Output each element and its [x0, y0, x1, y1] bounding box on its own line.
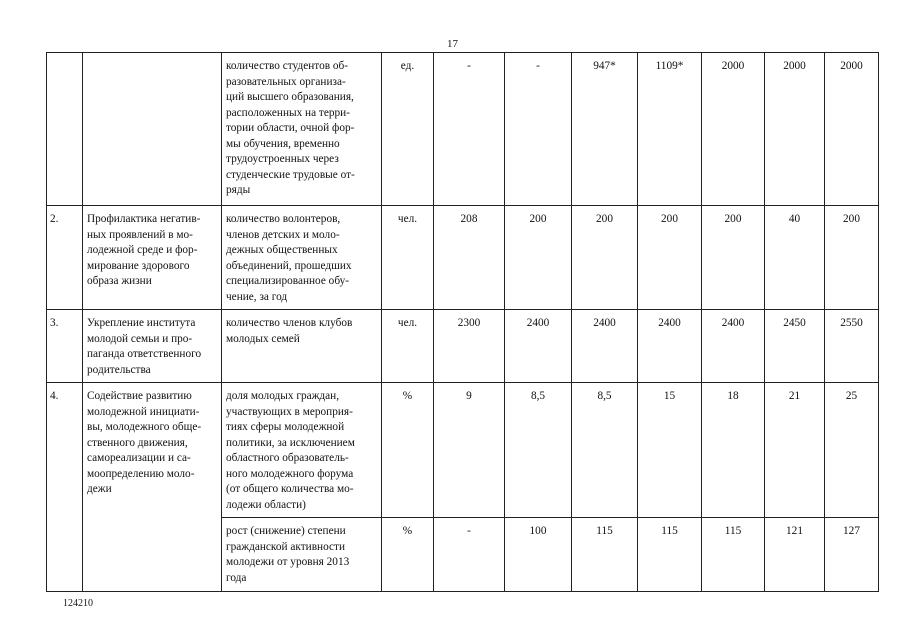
indicator-cell: количество волонтеров, членов детских и моло- дежных общественных объединений, прошедших специализированное обу- чение, за год	[222, 206, 382, 310]
value-cell: 200	[572, 206, 638, 310]
unit-cell: чел.	[382, 310, 434, 383]
value-cell: 1109*	[638, 53, 702, 206]
table-row	[47, 383, 879, 518]
indicator-cell: количество членов клубов молодых семей	[222, 310, 382, 383]
value-cell: 947*	[572, 53, 638, 206]
value-cell: 200	[505, 206, 572, 310]
value-cell: -	[434, 518, 505, 592]
activity-name-cell: Укрепление института молодой семьи и про- паганда ответственного родительства	[83, 310, 222, 383]
value-cell: 115	[638, 518, 702, 592]
value-cell: 200	[825, 206, 879, 310]
value-cell: -	[434, 53, 505, 206]
value-cell: 9	[434, 383, 505, 518]
value-cell: 8,5	[505, 383, 572, 518]
value-cell: 127	[825, 518, 879, 592]
unit-cell: ед.	[382, 53, 434, 206]
unit-cell: %	[382, 383, 434, 518]
value-cell: 8,5	[572, 383, 638, 518]
value-cell: 18	[702, 383, 765, 518]
unit-cell: чел.	[382, 206, 434, 310]
value-cell: 2550	[825, 310, 879, 383]
value-cell: 208	[434, 206, 505, 310]
value-cell: -	[505, 53, 572, 206]
value-cell: 2450	[765, 310, 825, 383]
value-cell: 40	[765, 206, 825, 310]
value-cell: 2000	[825, 53, 879, 206]
value-cell: 2000	[702, 53, 765, 206]
row-number-cell: 4.	[47, 383, 83, 592]
value-cell: 100	[505, 518, 572, 592]
value-cell: 200	[702, 206, 765, 310]
activity-name-cell: Содействие развитию молодежной инициати- вы, молодежного обще- ственного движения, самореализации и са- моопределению моло- дежи	[83, 383, 222, 592]
value-cell: 2300	[434, 310, 505, 383]
row-number-cell	[47, 53, 83, 206]
value-cell: 115	[572, 518, 638, 592]
document-code: 124210	[63, 598, 93, 609]
value-cell: 21	[765, 383, 825, 518]
value-cell: 200	[638, 206, 702, 310]
value-cell: 2400	[572, 310, 638, 383]
page-number: 17	[447, 38, 458, 50]
value-cell: 2400	[702, 310, 765, 383]
value-cell: 2400	[638, 310, 702, 383]
table-row	[47, 310, 879, 383]
row-number-cell: 2.	[47, 206, 83, 310]
value-cell: 2000	[765, 53, 825, 206]
row-number-cell: 3.	[47, 310, 83, 383]
value-cell: 115	[702, 518, 765, 592]
indicator-cell: рост (снижение) степени гражданской активности молодежи от уровня 2013 года	[222, 518, 382, 592]
value-cell: 121	[765, 518, 825, 592]
value-cell: 15	[638, 383, 702, 518]
unit-cell: %	[382, 518, 434, 592]
indicators-table	[46, 52, 879, 592]
value-cell: 25	[825, 383, 879, 518]
indicator-cell: количество студентов об- разовательных организа- ций высшего образования, расположенных на терри- тории области, очной фор- мы обучения, временно трудоустроенных через студенческие трудовые от- ряды	[222, 53, 382, 206]
indicator-cell: доля молодых граждан, участвующих в мероприя- тиях сферы молодежной политики, за исключением областного образователь- ного молодежного форума (от общего количества мо- лодежи области)	[222, 383, 382, 518]
table-row	[47, 53, 879, 206]
value-cell: 2400	[505, 310, 572, 383]
activity-name-cell: Профилактика негатив- ных проявлений в мо- лодежной среде и фор- мирование здорового образа жизни	[83, 206, 222, 310]
table-row	[47, 206, 879, 310]
activity-name-cell	[83, 53, 222, 206]
